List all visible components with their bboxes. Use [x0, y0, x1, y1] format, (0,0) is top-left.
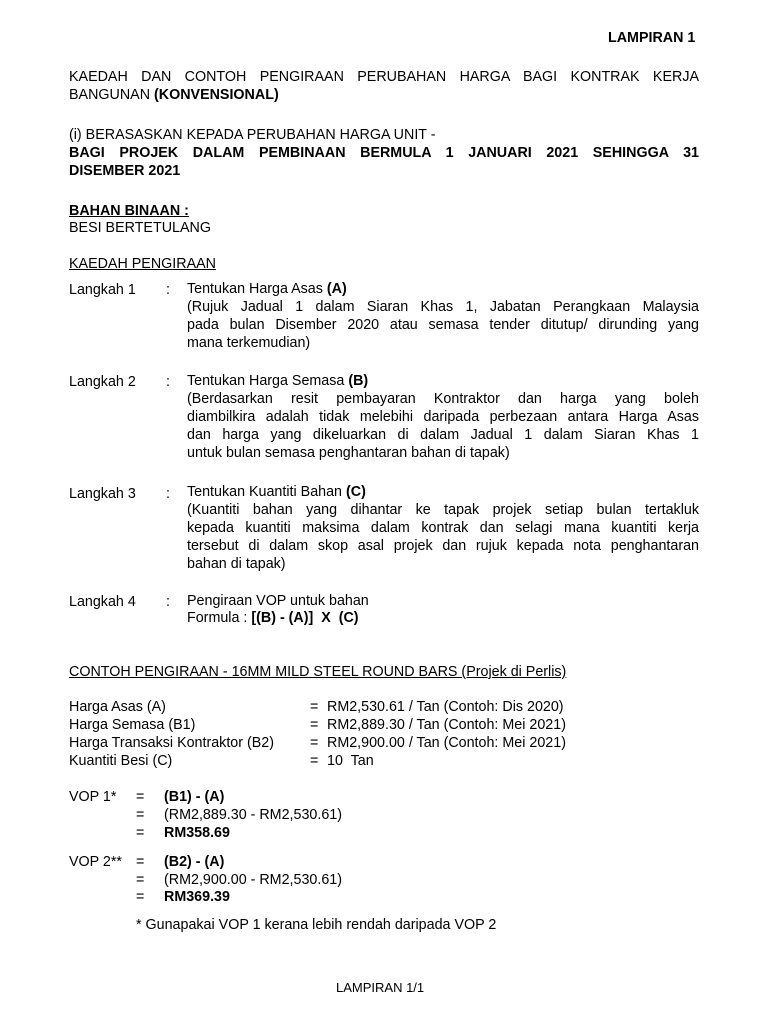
step-label: Langkah 1 — [69, 282, 136, 298]
example-row-value: RM2,900.00 / Tan (Contoh: Mei 2021) — [327, 735, 566, 751]
example-row-equals: = — [310, 753, 319, 769]
step-description-line: diambilkira adalah tidak melebihi daripada perbezaan antara Harga Asas — [187, 409, 699, 425]
vop-result: RM358.69 — [164, 825, 230, 841]
vop-formula: (B2) - (A) — [164, 854, 225, 870]
example-row-equals: = — [310, 735, 319, 751]
vop-equals: = — [136, 889, 145, 905]
step-description-line: mana terkemudian) — [187, 335, 311, 351]
document-title-line-2: BANGUNAN (KONVENSIONAL) — [69, 87, 279, 103]
step-description-line: bahan di tapak) — [187, 556, 286, 572]
step-colon: : — [166, 374, 170, 390]
step-description-line: dan harga yang dikeluarkan di dalam Jadual 1 dalam Siaran Khas 1 — [187, 427, 699, 443]
step-description-line: untuk bulan semasa penghantaran bahan di tapak) — [187, 445, 510, 461]
step-description-line: (Berdasarkan resit pembayaran Kontraktor dan harga yang boleh — [187, 391, 699, 407]
vop-equals: = — [136, 854, 145, 870]
example-row-label: Kuantiti Besi (C) — [69, 753, 173, 769]
material-name: BESI BERTETULANG — [69, 220, 211, 236]
material-heading: BAHAN BINAAN : — [69, 203, 189, 219]
step-description-line: tersebut di dalam skop asal projek dan rujuk kepada nota penghantaran — [187, 538, 699, 554]
step-colon: : — [166, 594, 170, 610]
step-label: Langkah 4 — [69, 594, 136, 610]
vop-equals: = — [136, 789, 145, 805]
example-row-label: Harga Transaksi Kontraktor (B2) — [69, 735, 275, 751]
vop-label: VOP 2** — [69, 854, 122, 870]
example-row-equals: = — [310, 717, 319, 733]
vop-label: VOP 1* — [69, 789, 117, 805]
vop-formula: (B1) - (A) — [164, 789, 225, 805]
example-row-value: RM2,530.61 / Tan (Contoh: Dis 2020) — [327, 699, 564, 715]
page-footer: LAMPIRAN 1/1 — [336, 980, 425, 995]
step-description-line: kepada kuantiti maksima dalam kontrak dan selagi mana kuantiti kerja — [187, 520, 699, 536]
vop-equals: = — [136, 807, 145, 823]
step-description-line: (Kuantiti bahan yang dihantar ke tapak projek setiap bulan tertakluk — [187, 502, 699, 518]
example-row-value: RM2,889.30 / Tan (Contoh: Mei 2021) — [327, 717, 566, 733]
vop-equals: = — [136, 872, 145, 888]
step-colon: : — [166, 282, 170, 298]
basis-line-2: BAGI PROJEK DALAM PEMBINAAN BERMULA 1 JANUARI 2021 SEHINGGA 31 — [69, 145, 699, 161]
step-title: Tentukan Harga Semasa (B) — [187, 373, 369, 389]
document-title-line-1: KAEDAH DAN CONTOH PENGIRAAN PERUBAHAN HARGA BAGI KONTRAK KERJA — [69, 69, 699, 85]
basis-line-1: (i) BERASASKAN KEPADA PERUBAHAN HARGA UNIT - — [69, 127, 436, 143]
example-row-equals: = — [310, 699, 319, 715]
step-title: Tentukan Kuantiti Bahan (C) — [187, 484, 366, 500]
step-description-line: (Rujuk Jadual 1 dalam Siaran Khas 1, Jabatan Perangkaan Malaysia — [187, 299, 699, 315]
vop-calculation: (RM2,889.30 - RM2,530.61) — [164, 807, 342, 823]
vop-calculation: (RM2,900.00 - RM2,530.61) — [164, 872, 342, 888]
example-row-label: Harga Asas (A) — [69, 699, 166, 715]
step-description-line: pada bulan Disember 2020 atau semasa tender ditutup/ dirunding yang — [187, 317, 699, 333]
formula: Formula : [(B) - (A)] X (C) — [187, 610, 359, 626]
method-heading: KAEDAH PENGIRAAN — [69, 256, 216, 272]
vop-equals: = — [136, 825, 145, 841]
step-label: Langkah 3 — [69, 486, 136, 502]
vop-result: RM369.39 — [164, 889, 230, 905]
example-row-label: Harga Semasa (B1) — [69, 717, 196, 733]
step-title: Tentukan Harga Asas (A) — [187, 281, 347, 297]
step-colon: : — [166, 486, 170, 502]
basis-line-3: DISEMBER 2021 — [69, 163, 181, 179]
attachment-label: LAMPIRAN 1 — [608, 30, 696, 46]
footnote: * Gunapakai VOP 1 kerana lebih rendah daripada VOP 2 — [136, 917, 497, 933]
step-title: Pengiraan VOP untuk bahan — [187, 593, 369, 609]
example-row-value: 10 Tan — [327, 753, 374, 769]
example-heading: CONTOH PENGIRAAN - 16MM MILD STEEL ROUND BARS (Projek di Perlis) — [69, 664, 567, 680]
step-label: Langkah 2 — [69, 374, 136, 390]
